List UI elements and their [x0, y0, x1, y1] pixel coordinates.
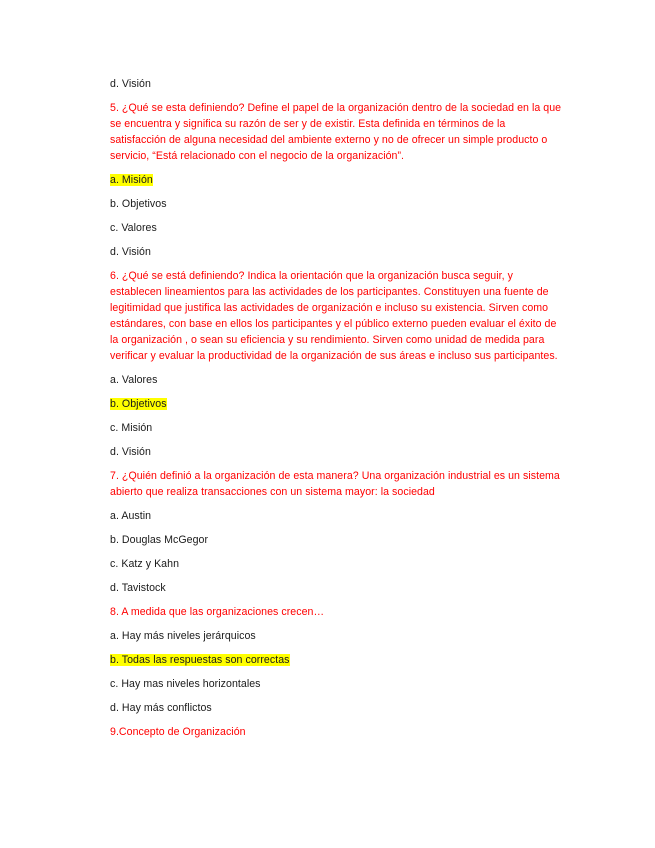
- q7-option-b: b. Douglas McGegor: [110, 534, 209, 546]
- q6-option-a: a. Valores: [110, 374, 158, 386]
- prev-option-d: d. Visión: [110, 78, 151, 90]
- question-5: 5. ¿Qué se esta definiendo? Define el papel de la organización dentro de la sociedad en la que se encuentra y significa su razón de ser y de existir. Esta definida en términos de la satisfacción de alguna necesidad del ambiente externo y no de ofrecer un simple producto o servicio, “Está relacionado con el negocio de la organización”.: [110, 102, 562, 162]
- q5-option-c: c. Valores: [110, 222, 157, 234]
- q5-option-a: a. Misión: [110, 174, 153, 186]
- q6-option-b: b. Objetivos: [110, 398, 167, 410]
- question-7: 7. ¿Quién definió a la organización de esta manera? Una organización industrial es un sistema abierto que realiza transacciones con un sistema mayor: la sociedad: [110, 470, 560, 498]
- q8-option-a: a. Hay más niveles jerárquicos: [110, 630, 256, 642]
- q6-option-c: c. Misión: [110, 422, 153, 434]
- q6-option-d: d. Visión: [110, 446, 151, 458]
- question-9: 9.Concepto de Organización: [110, 726, 246, 738]
- q8-option-c: c. Hay mas niveles horizontales: [110, 678, 261, 690]
- q8-option-b: b. Todas las respuestas son correctas: [110, 654, 290, 666]
- q7-option-a: a. Austin: [110, 510, 152, 522]
- q5-option-d: d. Visión: [110, 246, 151, 258]
- document-page: [110, 72, 562, 740]
- q7-option-d: d. Tavistock: [110, 582, 166, 594]
- q7-option-c: c. Katz y Kahn: [110, 558, 180, 570]
- q5-option-b: b. Objetivos: [110, 198, 167, 210]
- q8-option-d: d. Hay más conflictos: [110, 702, 212, 714]
- question-6: 6. ¿Qué se está definiendo? Indica la orientación que la organización busca seguir, y establecen lineamientos para las actividades de los participantes. Constituyen una fuente de legitimidad que justifica las actividades de organización e incluso su existencia. Sirven como estándares, con base en ellos los participantes y el público externo pueden evaluar el éxito de la organización , o sean su eficiencia y su rendimiento. Sirven como unidad de medida para verificar y evaluar la productividad de la organización de sus áreas e incluso sus participantes.: [110, 270, 558, 362]
- question-8: 8. A medida que las organizaciones crecen…: [110, 606, 325, 618]
